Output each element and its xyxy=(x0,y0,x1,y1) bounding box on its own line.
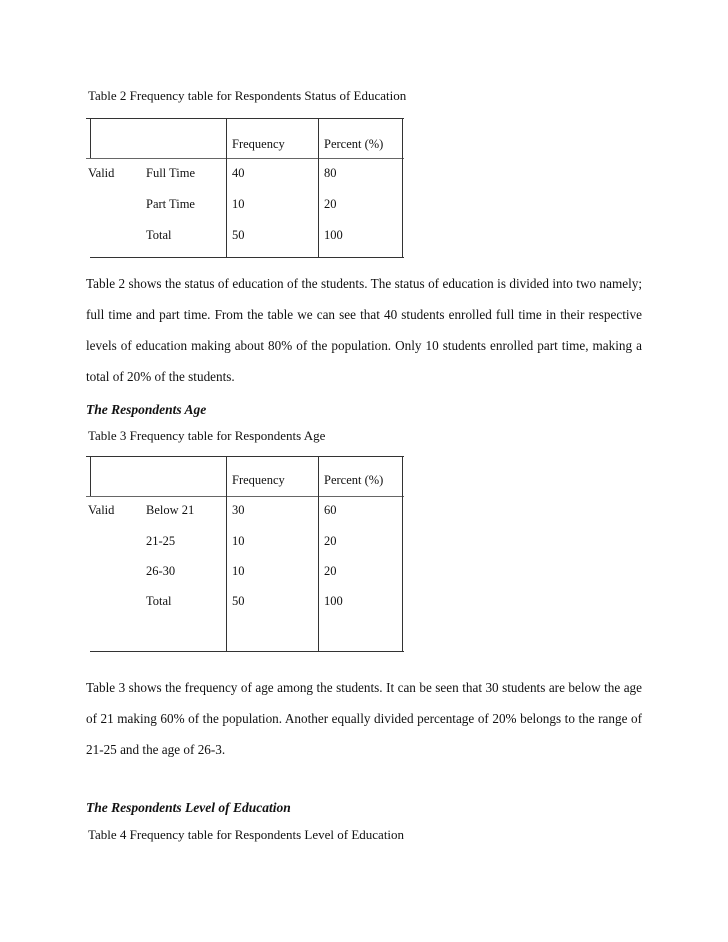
section-heading-age: The Respondents Age xyxy=(86,402,207,417)
table3-row-percent: 20 xyxy=(324,534,337,548)
table2-col-divider-2 xyxy=(318,118,319,258)
table2-row-category: Total xyxy=(146,228,172,242)
table2-row-frequency: 10 xyxy=(232,197,245,211)
table3-row-category: Below 21 xyxy=(146,503,195,517)
table2-row-percent: 20 xyxy=(324,197,337,211)
table2-row-percent: 100 xyxy=(324,228,343,242)
table2-top-border xyxy=(86,118,404,119)
table3-header-percent: Percent (%) xyxy=(324,473,384,487)
table2-header-percent: Percent (%) xyxy=(324,137,384,151)
table3-row-frequency: 10 xyxy=(232,564,245,578)
table3-row-frequency: 30 xyxy=(232,503,245,517)
table3-row-percent: 60 xyxy=(324,503,337,517)
table3-col-divider-1 xyxy=(226,456,227,652)
table4-caption: Table 4 Frequency table for Respondents Level of Education xyxy=(88,827,405,842)
table3-bottom-border xyxy=(90,651,404,652)
table3-right-border xyxy=(402,456,403,652)
table3-header-divider xyxy=(86,496,404,497)
table2-header-divider xyxy=(86,158,404,159)
table3-header-frequency: Frequency xyxy=(232,473,285,487)
section-heading-level-of-education: The Respondents Level of Education xyxy=(86,800,291,815)
table2-row-category: Full Time xyxy=(146,166,195,180)
table2-caption: Table 2 Frequency table for Respondents Status of Education xyxy=(88,88,407,103)
table3 xyxy=(86,456,404,652)
table2-row-category: Part Time xyxy=(146,197,195,211)
table3-row-category: 21-25 xyxy=(146,534,176,548)
table2-row-frequency: 50 xyxy=(232,228,245,242)
table2-left-border xyxy=(90,118,91,158)
paragraph-table3-summary: Table 3 shows the frequency of age among the students. It can be seen that 30 students are below the age of 21 making 60% of the population. Another equally divided percentage of 20% belongs to the range of 21-25 and the age of 26-3. xyxy=(86,680,642,757)
table3-top-border xyxy=(86,456,404,457)
table3-group-label: Valid xyxy=(88,503,115,517)
table3-row-frequency: 50 xyxy=(232,594,245,608)
table2-row-percent: 80 xyxy=(324,166,337,180)
table2-header-frequency: Frequency xyxy=(232,137,285,151)
table3-row-category: 26-30 xyxy=(146,564,176,578)
table3-row-frequency: 10 xyxy=(232,534,245,548)
table3-row-category: Total xyxy=(146,594,172,608)
table2 xyxy=(86,118,404,258)
table3-col-divider-2 xyxy=(318,456,319,652)
table3-row-percent: 20 xyxy=(324,564,337,578)
table2-bottom-border xyxy=(90,257,404,258)
paragraph-table2-summary: Table 2 shows the status of education of the students. The status of education is divided into two namely; full time and part time. From the table we can see that 40 students enrolled full time in their respective levels of education making about 80% of the population. Only 10 students enrolled part time, making a total of 20% of the students. xyxy=(86,276,642,384)
table2-right-border xyxy=(402,118,403,258)
table2-group-label: Valid xyxy=(88,166,115,180)
table3-row-percent: 100 xyxy=(324,594,343,608)
table3-left-border xyxy=(90,456,91,496)
table2-row-frequency: 40 xyxy=(232,166,245,180)
table3-caption: Table 3 Frequency table for Respondents Age xyxy=(88,428,326,443)
table2-col-divider-1 xyxy=(226,118,227,258)
